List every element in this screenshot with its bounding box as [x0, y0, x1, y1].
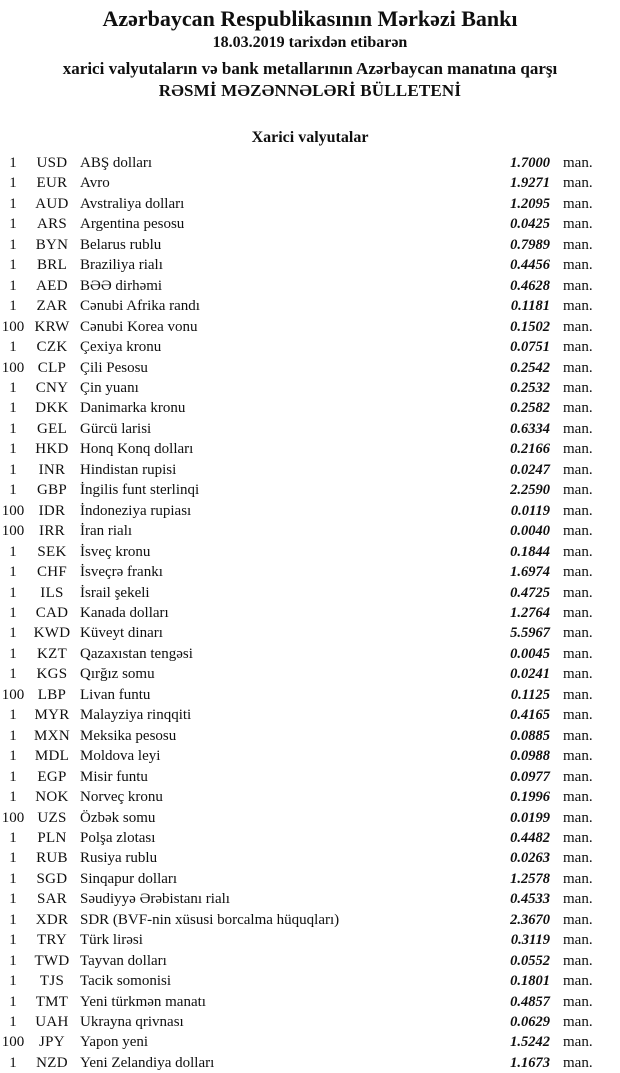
nominal-value: 1	[9, 277, 17, 294]
unit-label: man.	[563, 339, 593, 356]
currency-name: Yeni Zelandiya dolları	[80, 1054, 215, 1071]
currency-code: KGS	[36, 666, 68, 683]
currency-name: Livan funtu	[80, 686, 151, 703]
unit-label: man.	[563, 625, 593, 642]
unit-label: man.	[563, 482, 593, 499]
currency-row	[0, 276, 620, 296]
nominal-value: 1	[9, 400, 17, 417]
currency-row	[0, 439, 620, 459]
rate-value: 0.4482	[510, 829, 550, 846]
currency-code: PLN	[37, 829, 67, 846]
currency-code: AED	[36, 277, 68, 294]
nominal-value: 1	[9, 257, 17, 274]
currency-name: Küveyt dinarı	[80, 625, 163, 642]
nominal-value: 1	[9, 420, 17, 437]
currency-row	[0, 562, 620, 582]
currency-row	[0, 808, 620, 828]
currency-name: Moldova leyi	[80, 748, 161, 765]
unit-label: man.	[563, 748, 593, 765]
currency-row	[0, 296, 620, 316]
currency-name: İngilis funt sterlinqi	[80, 482, 200, 499]
rate-value: 1.6974	[510, 564, 550, 581]
unit-label: man.	[563, 502, 593, 519]
effective-date-line: 18.03.2019 tarixdən etibarən	[212, 34, 408, 51]
currency-row	[0, 378, 620, 398]
unit-label: man.	[563, 829, 593, 846]
nominal-value: 100	[1, 502, 25, 519]
nominal-value: 1	[9, 195, 17, 212]
currency-name: Avstraliya dolları	[80, 195, 185, 212]
currency-row	[0, 726, 620, 746]
rate-value: 1.2764	[510, 604, 550, 621]
unit-label: man.	[563, 809, 593, 826]
rate-value: 0.0241	[510, 666, 550, 683]
currency-row	[0, 603, 620, 623]
currency-row	[0, 173, 620, 193]
currency-code: JPY	[39, 1034, 65, 1051]
nominal-value: 1	[9, 604, 17, 621]
nominal-value: 1	[9, 829, 17, 846]
unit-label: man.	[563, 870, 593, 887]
currency-row	[0, 1053, 620, 1073]
currency-code: CLP	[37, 359, 67, 376]
unit-label: man.	[563, 175, 593, 192]
nominal-value: 1	[9, 441, 17, 458]
currency-name: Honq Konq dolları	[80, 441, 194, 458]
currency-row	[0, 828, 620, 848]
unit-label: man.	[563, 379, 593, 396]
currency-name: Türk lirəsi	[80, 932, 143, 949]
currency-name: Norveç kronu	[80, 789, 163, 806]
currency-code: BRL	[36, 257, 68, 274]
currency-code: NZD	[36, 1054, 68, 1071]
currency-code: SAR	[36, 891, 68, 908]
unit-label: man.	[563, 441, 593, 458]
currency-code: CZK	[36, 339, 68, 356]
currency-row	[0, 480, 620, 500]
nominal-value: 1	[9, 993, 17, 1010]
nominal-value: 1	[9, 625, 17, 642]
nominal-value: 1	[9, 911, 17, 928]
currency-name: İndoneziya rupiası	[80, 502, 192, 519]
rate-value: 0.0045	[510, 645, 550, 662]
currency-name: SDR (BVF-nin xüsusi borcalma hüquqları)	[80, 911, 340, 928]
currency-code: KRW	[34, 318, 70, 335]
currency-code: ARS	[36, 216, 68, 233]
currency-name: Ukrayna qrivnası	[80, 1014, 184, 1031]
currency-code: TWD	[34, 952, 70, 969]
unit-label: man.	[563, 257, 593, 274]
currency-row	[0, 910, 620, 930]
bulletin-header	[0, 0, 620, 100]
unit-label: man.	[563, 1014, 593, 1031]
nominal-value: 100	[1, 523, 25, 540]
unit-label: man.	[563, 973, 593, 990]
rate-value: 0.0552	[510, 952, 550, 969]
unit-label: man.	[563, 277, 593, 294]
currency-row	[0, 317, 620, 337]
currency-row	[0, 685, 620, 705]
currency-row	[0, 337, 620, 357]
unit-label: man.	[563, 400, 593, 417]
nominal-value: 1	[9, 339, 17, 356]
unit-label: man.	[563, 789, 593, 806]
currency-code: SEK	[37, 543, 67, 560]
currency-name: Misir funtu	[80, 768, 148, 785]
currency-code: EUR	[36, 175, 68, 192]
rate-value: 1.5242	[510, 1034, 550, 1051]
currency-name: ABŞ dolları	[80, 155, 153, 171]
currency-row	[0, 398, 620, 418]
currency-name: Rusiya rublu	[80, 850, 158, 867]
currency-row	[0, 992, 620, 1012]
currency-name: Sinqapur dolları	[80, 870, 178, 887]
currency-code: TRY	[36, 932, 68, 949]
nominal-value: 1	[9, 543, 17, 560]
unit-label: man.	[563, 666, 593, 683]
rate-value: 0.6334	[510, 420, 550, 437]
currency-row	[0, 767, 620, 787]
currency-code: IRR	[39, 523, 65, 540]
rate-value: 0.2542	[510, 359, 550, 376]
currency-row	[0, 419, 620, 439]
nominal-value: 100	[1, 686, 25, 703]
rate-value: 0.2166	[510, 441, 550, 458]
currency-name: Səudiyyə Ərəbistanı rialı	[80, 891, 230, 908]
unit-label: man.	[563, 1054, 593, 1071]
currency-name: İsrail şekeli	[80, 584, 150, 601]
rate-value: 0.1502	[510, 318, 550, 335]
rate-value: 0.1181	[510, 298, 550, 315]
currency-code: SGD	[36, 870, 68, 887]
currency-row	[0, 746, 620, 766]
nominal-value: 1	[9, 155, 17, 171]
currency-row	[0, 1032, 620, 1052]
currency-name: Çexiya kronu	[80, 339, 162, 356]
currency-code: BYN	[35, 236, 69, 253]
currency-row	[0, 235, 620, 255]
currency-code: KZT	[36, 645, 68, 662]
currency-code: CAD	[35, 604, 69, 621]
rate-value: 0.0040	[510, 523, 550, 540]
rate-value: 0.4628	[510, 277, 550, 294]
rate-value: 0.0751	[510, 339, 550, 356]
currency-name: Argentina pesosu	[80, 216, 185, 233]
rate-value: 0.1844	[510, 543, 550, 560]
unit-label: man.	[563, 359, 593, 376]
currency-name: İran rialı	[80, 523, 133, 540]
currency-row	[0, 1012, 620, 1032]
currency-code: UAH	[35, 1014, 69, 1031]
rate-value: 0.4456	[510, 257, 550, 274]
rate-value: 0.4533	[510, 891, 550, 908]
nominal-value: 100	[1, 1034, 25, 1051]
unit-label: man.	[563, 604, 593, 621]
rate-value: 0.4857	[510, 993, 550, 1010]
currency-row	[0, 153, 620, 173]
unit-label: man.	[563, 768, 593, 785]
currency-code: NOK	[35, 789, 69, 806]
rate-value: 2.3670	[510, 911, 550, 928]
nominal-value: 1	[9, 707, 17, 724]
currency-name: Polşa zlotası	[80, 829, 156, 846]
currency-code: DKK	[35, 400, 69, 417]
rate-value: 1.2578	[510, 870, 550, 887]
currency-name: İsveçrə frankı	[80, 564, 163, 581]
unit-label: man.	[563, 707, 593, 724]
nominal-value: 1	[9, 870, 17, 887]
currency-code: KWD	[33, 625, 71, 642]
rate-value: 0.4165	[510, 707, 550, 724]
unit-label: man.	[563, 318, 593, 335]
nominal-value: 1	[9, 175, 17, 192]
currency-name: Danimarka kronu	[80, 400, 186, 417]
rate-value: 0.0988	[510, 748, 550, 765]
unit-label: man.	[563, 564, 593, 581]
unit-label: man.	[563, 195, 593, 212]
currency-code: LBP	[37, 686, 67, 703]
currency-row	[0, 358, 620, 378]
nominal-value: 1	[9, 461, 17, 478]
currency-row	[0, 869, 620, 889]
rate-value: 0.0629	[510, 1014, 550, 1031]
currency-name: Hindistan rupisi	[80, 461, 177, 478]
unit-label: man.	[563, 155, 593, 171]
currency-name: İsveç kronu	[80, 543, 151, 560]
unit-label: man.	[563, 952, 593, 969]
nominal-value: 1	[9, 1054, 17, 1071]
unit-label: man.	[563, 543, 593, 560]
nominal-value: 1	[9, 748, 17, 765]
currency-name: Cənubi Korea vonu	[80, 318, 198, 335]
currency-code: ILS	[40, 584, 64, 601]
currency-name: Belarus rublu	[80, 236, 162, 253]
nominal-value: 1	[9, 768, 17, 785]
currency-code: TMT	[35, 993, 69, 1010]
nominal-value: 1	[9, 584, 17, 601]
rate-value: 0.0119	[510, 502, 550, 519]
currency-code: MDL	[34, 748, 70, 765]
rate-value: 0.1125	[510, 686, 550, 703]
rate-value: 1.2095	[510, 195, 550, 212]
currency-code: CNY	[35, 379, 69, 396]
unit-label: man.	[563, 686, 593, 703]
nominal-value: 1	[9, 564, 17, 581]
currency-name: Qırğız somu	[80, 666, 155, 683]
nominal-value: 1	[9, 1014, 17, 1031]
unit-label: man.	[563, 932, 593, 949]
nominal-value: 1	[9, 298, 17, 315]
nominal-value: 1	[9, 932, 17, 949]
currency-name: Yeni türkmən manatı	[80, 993, 206, 1010]
rate-value: 0.1996	[510, 789, 550, 806]
rate-value: 2.2590	[510, 482, 550, 499]
unit-label: man.	[563, 420, 593, 437]
currency-code: EGP	[37, 768, 67, 785]
currency-code: INR	[38, 461, 66, 478]
nominal-value: 100	[1, 318, 25, 335]
scope-line: xarici valyutaların və bank metallarının Azərbaycan manatına qarşı	[62, 59, 558, 78]
currency-name: Cənubi Afrika randı	[80, 298, 200, 315]
nominal-value: 1	[9, 973, 17, 990]
rate-value: 1.1673	[510, 1054, 550, 1071]
unit-label: man.	[563, 993, 593, 1010]
nominal-value: 1	[9, 216, 17, 233]
unit-label: man.	[563, 298, 593, 315]
currency-code: TJS	[39, 973, 65, 990]
currency-code: MXN	[34, 727, 70, 744]
currency-name: Kanada dolları	[80, 604, 169, 621]
currency-code: CHF	[36, 564, 68, 581]
rate-value: 0.0425	[510, 216, 550, 233]
currency-code: XDR	[35, 911, 69, 928]
bulletin-title: RƏSMİ MƏZƏNNƏLƏRİ BÜLLETENİ	[158, 81, 462, 100]
currency-row	[0, 664, 620, 684]
nominal-value: 1	[9, 727, 17, 744]
rate-value: 0.1801	[510, 973, 550, 990]
currency-table	[0, 153, 620, 1073]
currency-code: ZAR	[36, 298, 68, 315]
unit-label: man.	[563, 584, 593, 601]
unit-label: man.	[563, 1034, 593, 1051]
unit-label: man.	[563, 727, 593, 744]
currency-row	[0, 255, 620, 275]
nominal-value: 1	[9, 236, 17, 253]
currency-row	[0, 623, 620, 643]
rate-value: 0.0199	[510, 809, 550, 826]
currency-name: Gürcü larisi	[80, 420, 152, 437]
currency-code: GBP	[36, 482, 68, 499]
rate-value: 0.0263	[510, 850, 550, 867]
rate-value: 0.0885	[510, 727, 550, 744]
currency-code: IDR	[38, 502, 66, 519]
unit-label: man.	[563, 523, 593, 540]
currency-name: BƏƏ dirhəmi	[80, 277, 163, 294]
currency-row	[0, 644, 620, 664]
unit-label: man.	[563, 461, 593, 478]
currency-name: Çili Pesosu	[80, 359, 148, 376]
rate-value: 0.4725	[510, 584, 550, 601]
section-title-foreign-currencies: Xarici valyutalar	[251, 129, 369, 146]
unit-label: man.	[563, 645, 593, 662]
currency-name: Tacik somonisi	[80, 973, 172, 990]
currency-code: HKD	[35, 441, 69, 458]
currency-code: RUB	[36, 850, 68, 867]
rate-value: 0.7989	[510, 236, 550, 253]
currency-row	[0, 583, 620, 603]
currency-code: AUD	[35, 195, 69, 212]
currency-row	[0, 501, 620, 521]
currency-name: Meksika pesosu	[80, 727, 177, 744]
unit-label: man.	[563, 850, 593, 867]
currency-name: Çin yuanı	[80, 379, 139, 396]
rate-value: 5.5967	[510, 625, 550, 642]
currency-name: Braziliya rialı	[80, 257, 163, 274]
nominal-value: 1	[9, 482, 17, 499]
unit-label: man.	[563, 891, 593, 908]
currency-name: Malayziya rinqqiti	[80, 707, 192, 724]
nominal-value: 1	[9, 379, 17, 396]
bank-name-title: Azərbaycan Respublikasının Mərkəzi Bankı	[102, 6, 518, 31]
rate-value: 0.0247	[510, 461, 550, 478]
rate-value: 1.9271	[510, 175, 550, 192]
nominal-value: 1	[9, 850, 17, 867]
currency-row	[0, 848, 620, 868]
nominal-value: 1	[9, 789, 17, 806]
rate-value: 1.7000	[510, 155, 550, 171]
currency-row	[0, 214, 620, 234]
currency-code: MYR	[34, 707, 70, 724]
currency-code: USD	[36, 155, 68, 171]
nominal-value: 1	[9, 666, 17, 683]
currency-name: Özbək somu	[80, 809, 156, 826]
unit-label: man.	[563, 911, 593, 928]
unit-label: man.	[563, 236, 593, 253]
currency-name: Avro	[80, 175, 110, 192]
currency-row	[0, 542, 620, 562]
unit-label: man.	[563, 216, 593, 233]
currency-name: Tayvan dolları	[80, 952, 167, 969]
currency-row	[0, 930, 620, 950]
currency-row	[0, 889, 620, 909]
rate-value: 0.3119	[510, 932, 550, 949]
currency-row	[0, 705, 620, 725]
nominal-value: 1	[9, 891, 17, 908]
currency-code: UZS	[37, 809, 67, 826]
currency-row	[0, 194, 620, 214]
currency-row	[0, 521, 620, 541]
rate-value: 0.2532	[510, 379, 550, 396]
nominal-value: 100	[1, 359, 25, 376]
currency-row	[0, 951, 620, 971]
currency-name: Yapon yeni	[80, 1034, 149, 1051]
rate-value: 0.2582	[510, 400, 550, 417]
nominal-value: 100	[1, 809, 25, 826]
currency-row	[0, 787, 620, 807]
currency-code: GEL	[36, 420, 68, 437]
currency-row	[0, 971, 620, 991]
rate-value: 0.0977	[510, 768, 550, 785]
currency-name: Qazaxıstan tengəsi	[80, 645, 193, 662]
currency-row	[0, 460, 620, 480]
nominal-value: 1	[9, 952, 17, 969]
nominal-value: 1	[9, 645, 17, 662]
